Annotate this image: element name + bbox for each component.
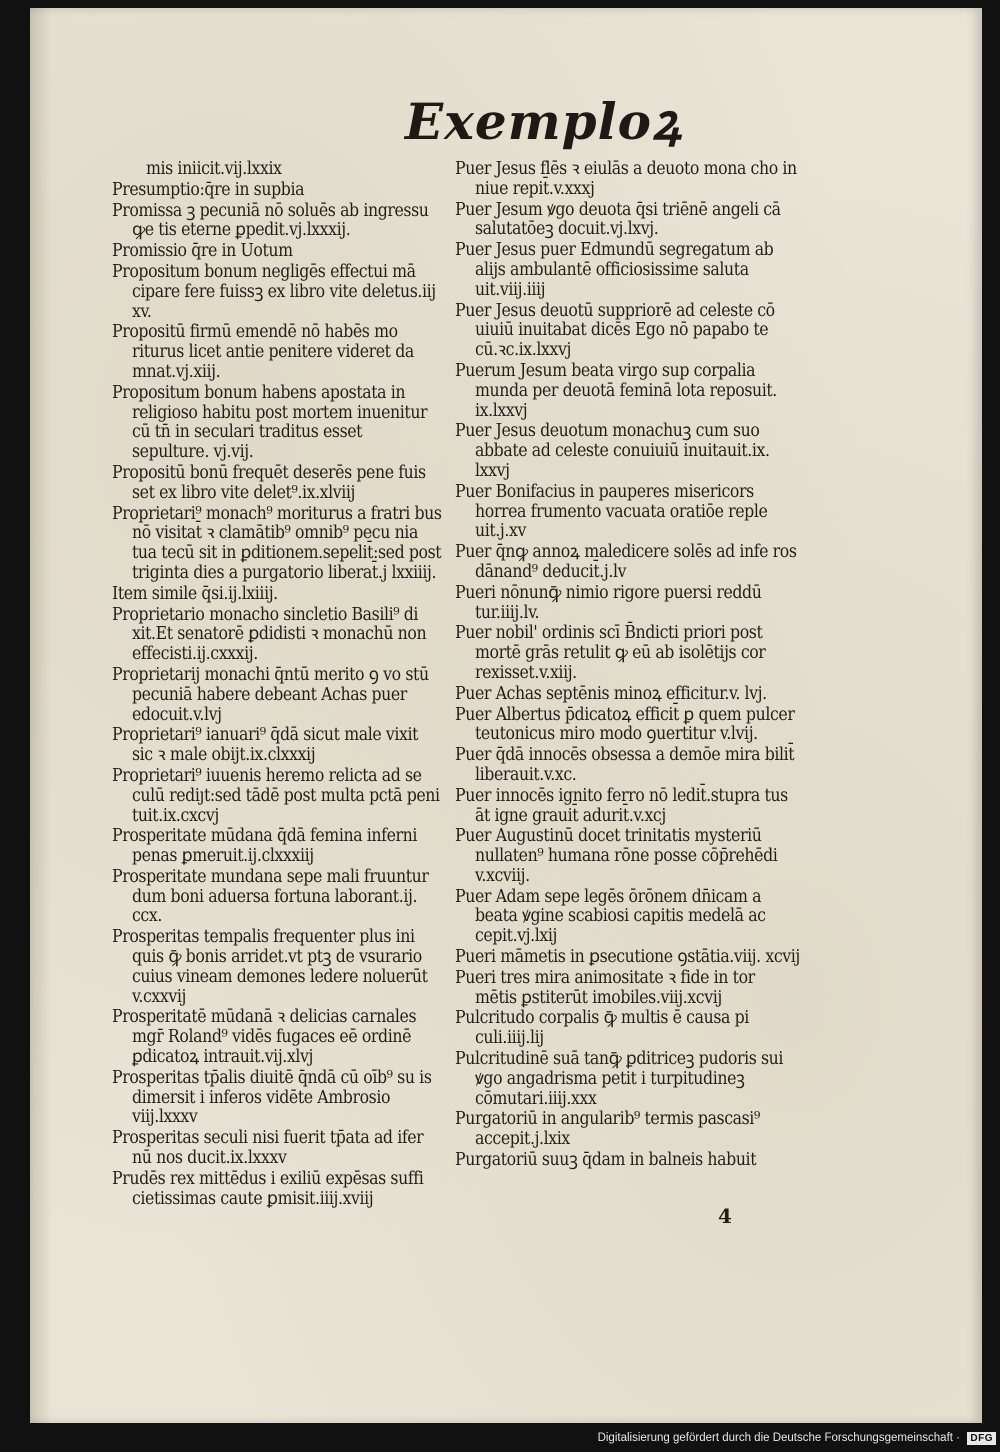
index-entry: mis iniicit.vij.lxxix bbox=[146, 159, 282, 179]
index-entry: Purgatoriū suuꝫ q̄dam in balneis habuit bbox=[455, 1150, 757, 1171]
index-entry: Propositū bonū frequēt deserēs pene fuis set ex libro vite delet⁹.ix.xlviij bbox=[112, 462, 426, 503]
index-entry: Proprietarij monachi q̄ntū merito ꝯ vo stū pecuniā habere debeant Achas puer edocuit.v.lvj bbox=[112, 664, 429, 725]
index-entry: Pueri nōnunꝙ̄ nimio rigore puersi reddū tur.iiij.lv. bbox=[455, 582, 762, 623]
index-entry: Prosperitate mūdana q̄dā femina inferni penas ꝑmeruit.ij.clxxxiij bbox=[112, 826, 417, 867]
index-entry: Puer Achas septēnis minoꝝ efficitur.v. lvj. bbox=[455, 683, 767, 704]
index-entry: Puer nobil' ordinis scī B̄ndicti priori post mortē grās retulit ꝙ eū ab isolētijs cor rexisset.v.xiij. bbox=[455, 623, 766, 683]
index-entry: Puer Jesus puer Edmundū segregatum ab alijs ambulantē officiosissime saluta uit.viij.iiij bbox=[455, 240, 774, 300]
index-entry: Presumptio:q̄re in supbia bbox=[112, 179, 305, 200]
index-entry: Pueri tres mira animositate ꝛ fide in tor mētis ꝑstiterūt imobiles.viij.xcvij bbox=[455, 967, 755, 1008]
index-entry: Puerum Jesum beata virgo sup corpalia munda per deuotā feminā lota reposuit. ix.lxxvj bbox=[455, 360, 777, 421]
index-entry: Pulcritudo corpalis ꝙ̄ multis ē causa pi culi.iiij.lij bbox=[455, 1008, 749, 1049]
index-entry: Prudēs rex mittēdus i exiliū expēsas suffi cietissimas caute ꝑmisit.iiij.xviij bbox=[112, 1168, 424, 1209]
index-entry: Propositum bonum negligēs effectui mā cipare fere fuissꝫ ex libro vite deletus.iij xv. bbox=[112, 261, 436, 322]
index-entry: Purgatoriū in angularib⁹ termis pascasi⁹ accepit.j.lxix bbox=[455, 1109, 760, 1150]
left-column bbox=[112, 160, 442, 1210]
index-entry: Puer Jesus deuotū suppriorē ad celeste cō uiuiū inuitabat dicēs Ego nō papabo te cū.ꝛc.ix.lxxvj bbox=[455, 300, 775, 361]
index-entry: Pulcritudinē suā tanꝙ̄ ꝑditriceꝫ pudoris sui ꝟgo angadrisma petit i turpitudineꝫ cōmutari.iiij.xxx bbox=[455, 1049, 784, 1109]
index-entry: Prosperitas tempalis frequenter plus ini quis ꝙ̄ bonis arridet.vt ptꝫ de vsurario cuius vineam demones ledere noluerūt v.cxxvij bbox=[112, 927, 428, 1007]
index-entry: Promissa ꝫ pecuniā nō soluēs ab ingressu ꝙe tis eterne ꝑpedit.vj.lxxxij. bbox=[112, 200, 429, 241]
index-entry: Proprietario monacho sincletio Basili⁹ di xit.Et senatorē ꝑdidisti ꝛ monachū non effecisti.ij.cxxxij. bbox=[112, 604, 427, 665]
index-entry: Prosperitate mundana sepe mali fruuntur dum boni aduersa fortuna laborant.ij. ccx. bbox=[112, 866, 429, 927]
book-page bbox=[30, 8, 982, 1423]
index-entry: Prosperitas seculi nisi fuerit tp̄ata ad ifer nū nos ducit.ix.lxxxv bbox=[112, 1128, 424, 1169]
index-entry: Proprietari⁹ monach⁹ moriturus a fratri bus nō visitat̄ ꝛ clamātib⁹ omnib⁹ pecu nia tua tecū sit in ꝑditionem.sepelit̄:sed post triginta dies a purgatorio liberat̄.j lxxiiij. bbox=[112, 503, 442, 583]
index-entry: Puer Jesus deuotum monachuꝫ cum suo abbate ad celeste conuiuiū inuitauit.ix. lxxvj bbox=[455, 421, 770, 481]
dfg-logo: DFG bbox=[967, 1432, 996, 1445]
index-entry: Prosperitatē mūdanā ꝛ delicias carnales mgr̄ Roland⁹ vidēs fugaces eē ordinē ꝑdicatoꝝ intrauit.vij.xlvj bbox=[112, 1007, 417, 1068]
index-entry: Puer Jesus flēs ꝛ eiulās a deuoto mona cho in niue repit̄.v.xxxj bbox=[455, 159, 797, 199]
right-column bbox=[455, 160, 800, 1172]
index-entry: Proprietari⁹ ianuari⁹ q̄dā sicut male vixit sic ꝛ male obijt.ix.clxxxij bbox=[112, 725, 419, 766]
running-head: Exemploꝝ bbox=[405, 92, 682, 151]
index-entry: Puer innocēs ignito ferro nō ledit̄.stupra tus āt igne grauit̄ adurit̄.v.xcj bbox=[455, 785, 788, 826]
folio-number: 4 bbox=[718, 1204, 732, 1228]
index-entry: Puer q̄nꝙ annoꝝ maledicere solēs ad infe ros dānand⁹ deducit̄.j.lv bbox=[455, 542, 797, 582]
index-entry: Puer Albertus p̄dicatoꝝ efficit̄ ꝑ quem pulcer teutonicus miro modo ꝯuertitur v.lvij. bbox=[455, 704, 795, 745]
index-entry: Propositum bonum habens apostata in religioso habitu post mortem inuenitur cū tn̄ in seculari traditus esset sepulture. vj.vij. bbox=[112, 382, 428, 463]
index-entry: Prosperitas tp̄alis diuitē q̄ndā cū oīb⁹ su is dimersit i inferos vidēte Ambrosio viij.lxxxv bbox=[112, 1067, 432, 1128]
index-entry: Propositū firmū emendē nō habēs mo riturus licet antie penitere videret da mnat.vj.xiij. bbox=[112, 322, 414, 382]
index-entry: Puer Augustinū docet trinitatis mysteriū nullaten⁹ humana rōne posse cōp̄rehēdi v.xcviij. bbox=[455, 826, 778, 886]
index-entry: Puer Jesum ꝟgo deuota q̄si triēnē angeli cā salutatōeꝫ docuit.vj.lxvj. bbox=[455, 199, 781, 240]
index-entry: Puer q̄dā innocēs obsessa a demōe mira bilit̄ liberauit.v.xc. bbox=[455, 745, 795, 785]
index-entry: Puer Bonifacius in pauperes misericors horrea frumento vacuata oratiōe reple uit.j.xv bbox=[455, 481, 768, 542]
index-entry: Promissio q̄re in Uotum bbox=[112, 241, 293, 262]
index-entry: Proprietari⁹ iuuenis heremo relicta ad se culū rediȷt:sed tādē post multa pctā peni tuit.ix.cxcvj bbox=[112, 765, 440, 826]
funding-credit: Digitalisierung gefördert durch die Deutsche Forschungsgemeinschaft · bbox=[597, 1432, 960, 1444]
index-entry: Item simile q̄si.ij.lxiiij. bbox=[112, 583, 278, 604]
footer-bar bbox=[0, 1428, 1000, 1452]
index-entry: Puer Adam sepe legēs ōrōnem dn̄icam a beata ꝟgine scabiosi capitis medelā ac cepit.vj.lxij bbox=[455, 886, 766, 947]
index-entry: Pueri māmetis in ꝑsecutione ꝯstātia.viij. xcvij bbox=[455, 947, 800, 968]
